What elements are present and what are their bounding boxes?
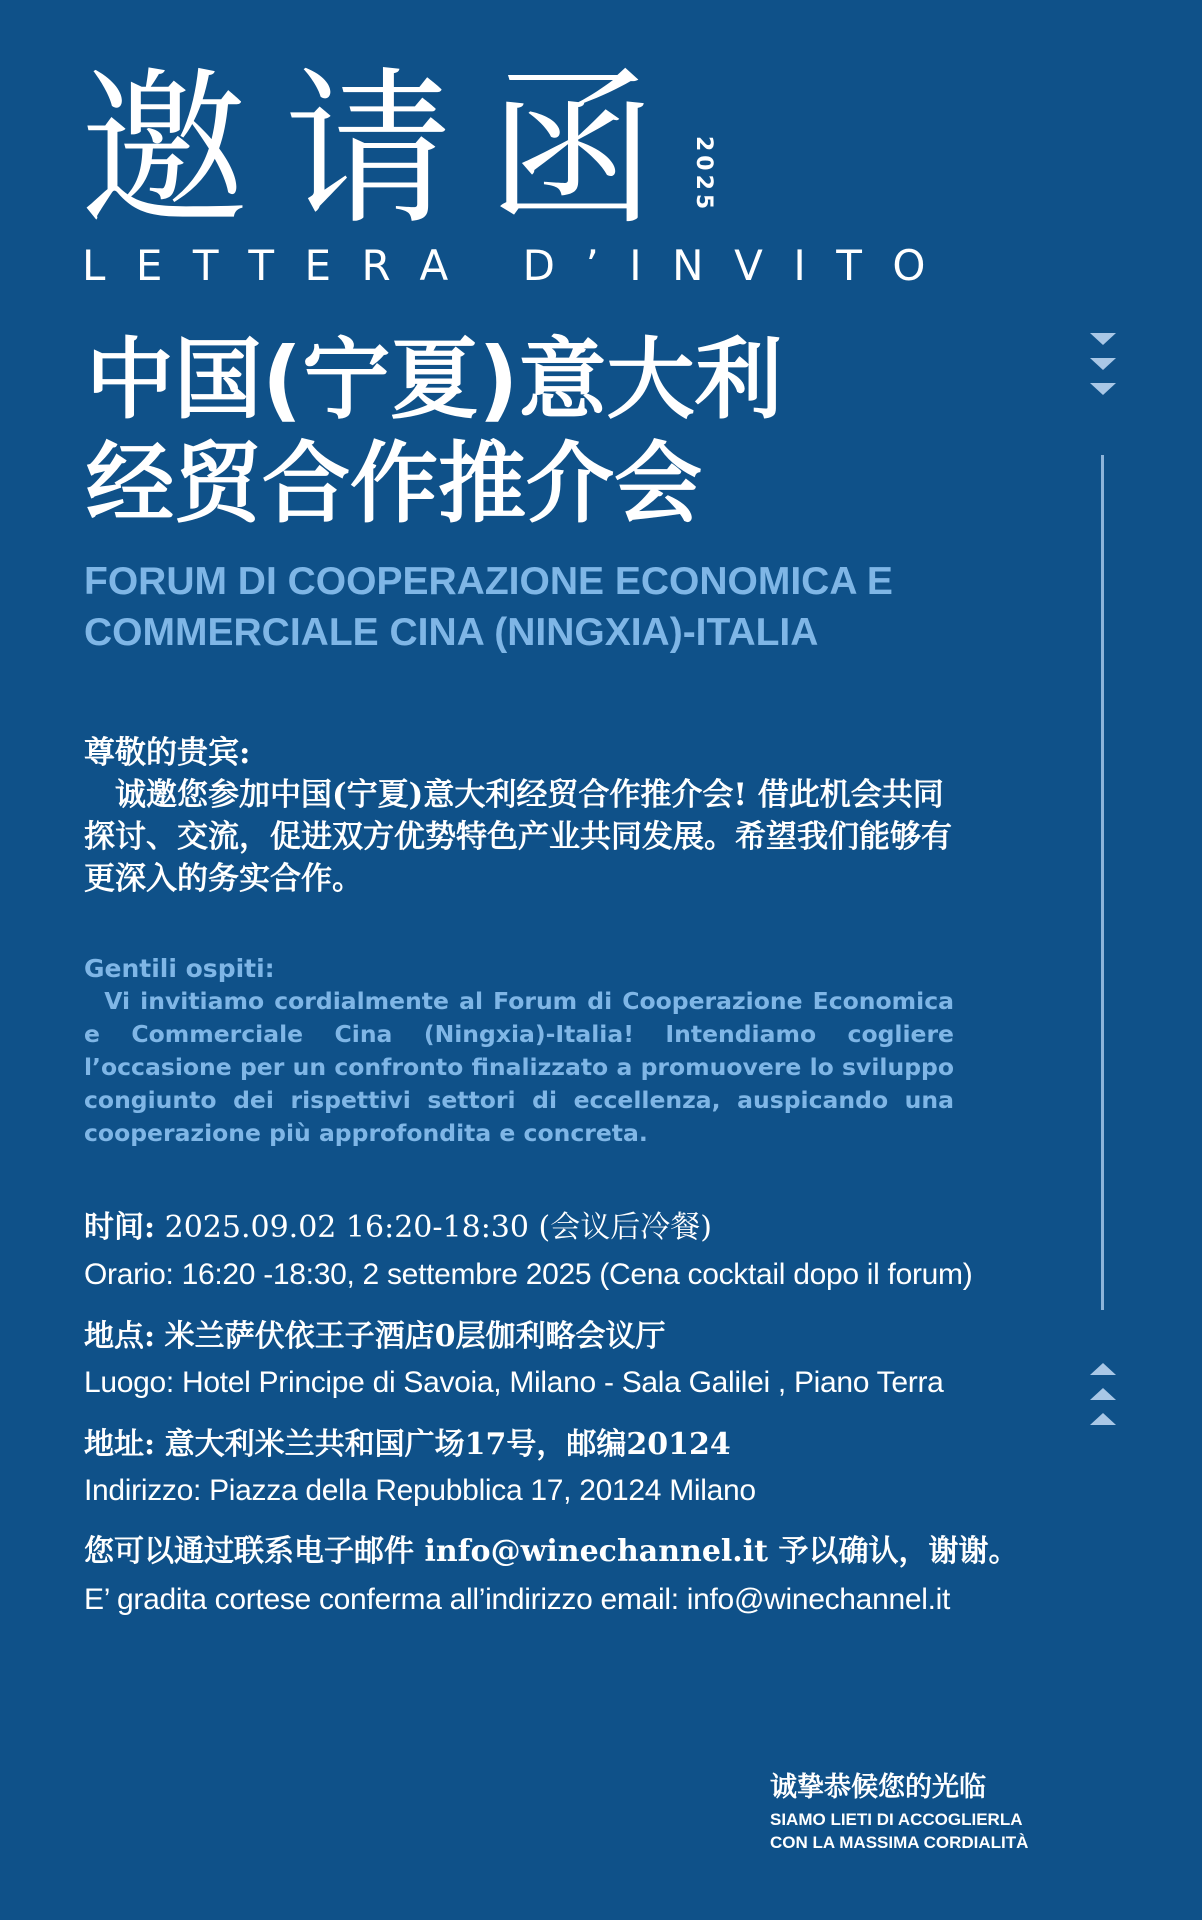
chevron-down-icon (1090, 358, 1116, 374)
address-label-cn: 地址: (84, 1427, 156, 1462)
place-cn (84, 1317, 666, 1357)
year-label: 2025 (691, 136, 716, 214)
letter-body-it-text: Vi invitiamo cordialmente al Forum di Cooperazione Economica e Commerciale Cina (Ningxia)-Italia! Intendiamo cogliere l’occasione per un confronto finalizzato a promuovere lo sviluppo congiunto dei rispettivi settori di eccellenza, auspicando una cooperazione più approfondita e concreta. (84, 987, 954, 1147)
chevron-up-icon (1090, 1413, 1116, 1429)
place-it: Luogo: Hotel Principe di Savoia, Milano - Sala Galilei , Piano Terra (84, 1366, 944, 1399)
invitation-title-it: LETTERA D’INVITO (82, 241, 956, 290)
forum-name-it-line2: COMMERCIALE CINA (NINGXIA)-ITALIA (84, 611, 819, 654)
address-it: Indirizzo: Piazza della Repubblica 17, 20124 Milano (84, 1474, 756, 1507)
chevron-down-icon (1090, 383, 1116, 399)
forum-name-cn-line1: 中国(宁夏)意大利 (86, 328, 783, 431)
confirm-cn (84, 1532, 1018, 1572)
confirm-text-cn: 您可以通过联系电子邮件 info@winechannel.it 予以确认，谢谢。 (84, 1534, 1019, 1569)
chevron-up-icon (1090, 1388, 1116, 1404)
letter-body-it (84, 985, 954, 1150)
closing-it (770, 1808, 1028, 1854)
time-value-cn: 2025.09.02 16:20-18:30 (会议后冷餐) (164, 1210, 712, 1245)
time-it: Orario: 16:20 -18:30, 2 settembre 2025 (Cena cocktail dopo il forum) (84, 1258, 973, 1291)
letter-body-cn-text: 诚邀您参加中国(宁夏)意大利经贸合作推介会! 借此机会共同探讨、交流，促进双方优势特色产业共同发展。希望我们能够有更深入的务实合作。 (84, 777, 952, 897)
chevron-up-icon (1090, 1363, 1116, 1379)
closing-it-line1: SIAMO LIETI DI ACCOGLIERLA (770, 1810, 1023, 1829)
closing-cn: 诚挚恭候您的光临 (770, 1772, 986, 1803)
forum-name-cn (86, 328, 782, 536)
chevron-down-icon (1090, 333, 1116, 349)
address-cn (84, 1425, 731, 1465)
decorative-vertical-line (1101, 455, 1104, 1310)
forum-name-cn-line2: 经贸合作推介会 (86, 432, 703, 535)
greeting-cn: 尊敬的贵宾: (84, 735, 251, 771)
invitation-title-cn: 邀请函 (80, 52, 692, 248)
time-cn (84, 1208, 712, 1248)
place-value-cn: 米兰萨伏依王子酒店0层伽利略会议厅 (164, 1319, 666, 1354)
letter-body-cn (84, 774, 964, 900)
time-label-cn: 时间: (84, 1210, 156, 1245)
confirm-it: E’ gradita cortese conferma all’indirizzo email: info@winechannel.it (84, 1583, 951, 1616)
greeting-it: Gentili ospiti: (84, 954, 275, 983)
address-value-cn: 意大利米兰共和国广场17号，邮编20124 (164, 1427, 731, 1462)
forum-name-it (84, 556, 893, 658)
place-label-cn: 地点: (84, 1319, 156, 1354)
forum-name-it-line1: FORUM DI COOPERAZIONE ECONOMICA E (84, 560, 893, 603)
closing-it-line2: CON LA MASSIMA CORDIALITÀ (770, 1833, 1029, 1852)
